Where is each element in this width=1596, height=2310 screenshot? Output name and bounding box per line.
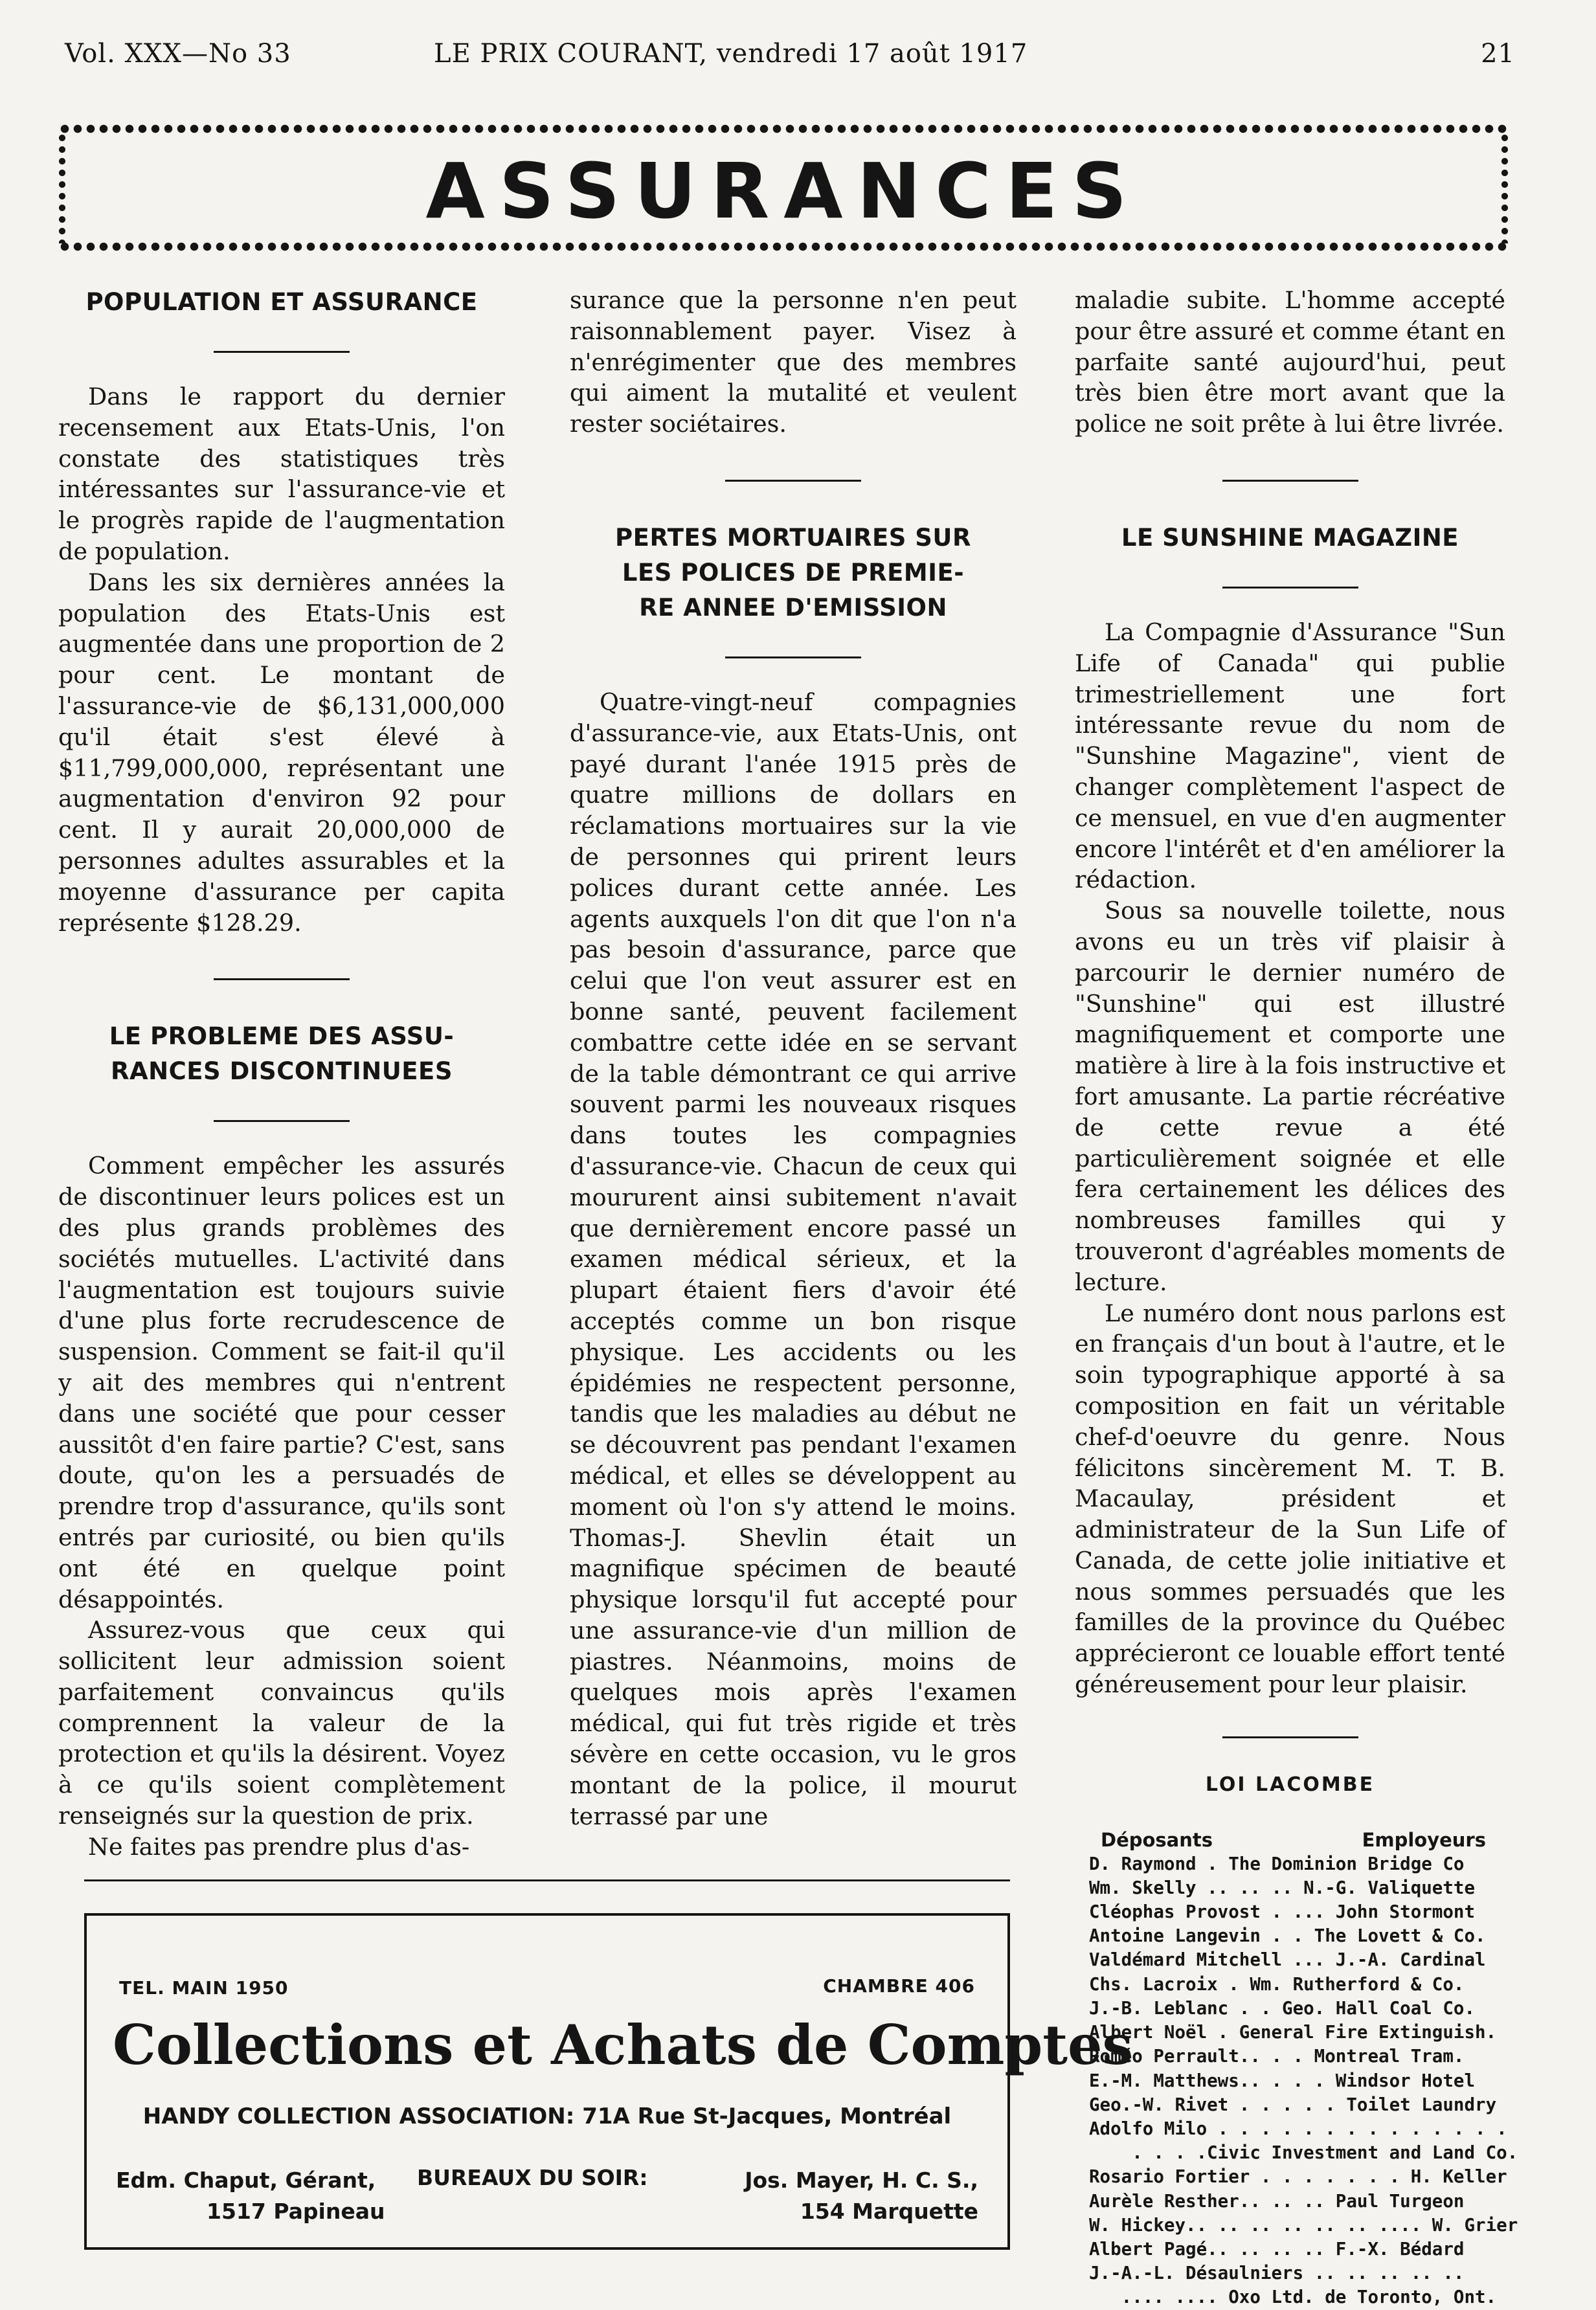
- ornamental-rule-bottom: [58, 241, 1509, 252]
- masthead-date: LE PRIX COURANT, vendredi 17 août 1917: [434, 39, 1028, 69]
- ad-evening-offices: BUREAUX DU SOIR:: [417, 2165, 648, 2190]
- heading-line: RANCES DISCONTINUEES: [111, 1057, 453, 1086]
- ornamental-rule-top: [58, 123, 1509, 135]
- list-item: Geo.-W. Rivet . . . . . Toilet Laundry: [1089, 2094, 1497, 2115]
- ad-manager-name: Edm. Chaput, Gérant,: [116, 2168, 376, 2193]
- paragraph: La Compagnie d'Assurance "Sun Life of Canada" qui publie trimestriellement une fort intéressante revue du nom de "Sunshine Magazine", vient de changer complètement l'aspect de ce mensuel, en vue d'en augmenter encore l'intérêt et d'en améliorer la rédaction.: [1075, 618, 1505, 894]
- ad-agent-address: 154 Marquette: [800, 2199, 978, 2224]
- deposants-header: Déposants: [1101, 1828, 1213, 1851]
- divider: [214, 1120, 350, 1122]
- paragraph: Dans le rapport du dernier recensement aux Etats-Unis, l'on constate des statistiques très intéressantes sur l'assurance-vie et le progrès rapide de l'augmentation de population.: [58, 383, 505, 565]
- page-number: 21: [1481, 39, 1515, 69]
- article-heading-population: POPULATION ET ASSURANCE: [85, 288, 478, 316]
- list-item: Aurèle Resther.. .. .. Paul Turgeon: [1089, 2190, 1465, 2212]
- list-item: E.-M. Matthews.. . . . Windsor Hotel: [1089, 2070, 1476, 2091]
- paragraph: Quatre-vingt-neuf compagnies d'assurance-vie, aux Etats-Unis, ont payé durant l'anée 1915 près de quatre millions de dollars en réclamations mortuaires sur la vie de personnes qui prirent leurs polices durant cette année. Les agents auxquels l'on dit que l'on n'a pas besoin d'assurance, parce que celui que l'on veut assurer est en bonne santé, peuvent facilement combattre cette idée en se servant de la table démontrant ce qui arrive souvent parmi les nouveaux risques dans toutes les compagnies d'assurance-vie. Chacun de ceux qui moururent ainsi subitement n'avait que dernièrement encore passé un examen médical sérieux, et la plupart étaient fiers d'avoir été acceptés comme un bon risque physique. Les accidents ou les épidémies ne respectent personne, tandis que les maladies au début ne se découvrent pas pendant l'examen médical, et elles se développent au moment où l'on s'y attend le moins. Thomas-J. Shevlin était un magnifique spécimen de beauté physique lorsqu'il fut accepté pour une assurance-vie d'un million de piastres. Néanmoins, moins de quelques mois après l'examen médical, qui fut très rigide et très sévère en cette occasion, vu le gros montant de la police, il mourut terrassé par une: [570, 688, 1017, 1830]
- loi-lacombe-column-headers: [1075, 1828, 1505, 1852]
- ad-agent: [745, 2165, 978, 2227]
- list-item: Cléophas Provost . ... John Stormont: [1089, 1901, 1476, 1923]
- list-item: .... .... Oxo Ltd. de Toronto, Ont.: [1089, 2287, 1497, 2308]
- heading-line: LES POLICES DE PREMIE-: [622, 558, 965, 587]
- paragraph: surance que la personne n'en peut raisonnablement payer. Visez à n'enrégimenter que des membres qui aiment la mutalité et veulent rester sociétaires.: [570, 286, 1017, 438]
- list-item: Rosario Fortier . . . . . . . H. Keller: [1089, 2166, 1507, 2188]
- list-item: Adolfo Milo . . . . . . . . . . . . . .: [1089, 2118, 1507, 2139]
- divider: [214, 978, 350, 980]
- section-title: ASSURANCES: [425, 146, 1141, 236]
- divider: [725, 656, 861, 658]
- loi-lacombe-title: LOI LACOMBE: [1205, 1773, 1375, 1796]
- employeurs-header: Employeurs: [1362, 1828, 1486, 1851]
- divider: [214, 351, 350, 353]
- ad-manager-address: 1517 Papineau: [207, 2199, 385, 2224]
- list-item: Albert Noël . General Fire Extinguish.: [1089, 2022, 1497, 2043]
- section-banner: [58, 110, 1509, 265]
- divider: [1222, 1736, 1358, 1738]
- list-item: Chs. Lacroix . Wm. Rutherford & Co.: [1089, 1973, 1465, 1995]
- column-1: [58, 285, 505, 1863]
- paragraph: Assurez-vous que ceux qui sollicitent leur admission soient parfaitement convaincus qu'ils comprennent la valeur de la protection et qu'ils la désirent. Voyez à ce qu'ils soient complètement renseignés sur la question de prix.: [58, 1616, 505, 1830]
- divider: [725, 480, 861, 482]
- list-item: Wm. Skelly .. .. .. N.-G. Valiquette: [1089, 1877, 1476, 1898]
- ad-association: HANDY COLLECTION ASSOCIATION: 71A Rue St-Jacques, Montréal: [142, 2103, 952, 2129]
- article-heading-sunshine: LE SUNSHINE MAGAZINE: [1121, 523, 1459, 552]
- article-heading-probleme: [58, 1019, 505, 1089]
- ad-room: CHAMBRE 406: [823, 1975, 975, 1997]
- divider: [1222, 587, 1358, 589]
- volume-number: Vol. XXX—No 33: [65, 39, 291, 69]
- paragraph: Sous sa nouvelle toilette, nous avons eu un très vif plaisir à parcourir le dernier numéro de "Sunshine" qui est illustré magnifiquement et comporte une matière à lire à la fois instructive et fort amusante. La partie récréative de cette revue a été particulièrement soignée et elle fera certainement les délices des nombreuses familles qui y trouveront d'agréables moments de lecture.: [1075, 897, 1505, 1296]
- paragraph: Le numéro dont nous parlons est en français d'un bout à l'autre, et le soin typographique apporté à sa composition en fait un véritable chef-d'oeuvre du genre. Nous félicitons sincèrement M. T. B. Macaulay, président et administrateur de la Sun Life of Canada, de cette jolie initiative et nous sommes persuadés que les familles de la province du Québec apprécieront ce louable effort tenté généreusement pour leur plaisir.: [1075, 1299, 1505, 1699]
- list-item: Antoine Langevin . . The Lovett & Co.: [1089, 1925, 1486, 1947]
- list-item: . . . .Civic Investment and Land Co.: [1089, 2142, 1518, 2164]
- article-heading-pertes: [570, 521, 1017, 625]
- list-item: Roméo Perrault.. . . Montreal Tram.: [1089, 2046, 1465, 2067]
- list-item: Valdémard Mitchell ... J.-A. Cardinal: [1089, 1949, 1486, 1971]
- divider: [1222, 480, 1358, 482]
- loi-lacombe-list: [1075, 1852, 1518, 2310]
- list-item: J.-B. Leblanc . . Geo. Hall Coal Co.: [1089, 1997, 1476, 2019]
- column-3: [1075, 285, 1518, 2310]
- advertisement-rule: [84, 1879, 1010, 1881]
- heading-line: PERTES MORTUAIRES SUR: [615, 523, 971, 552]
- ad-manager: [116, 2165, 385, 2227]
- ad-agent-name: Jos. Mayer, H. C. S.,: [745, 2168, 978, 2193]
- list-item: D. Raymond . The Dominion Bridge Co: [1089, 1853, 1465, 1874]
- list-item: Albert Pagé.. .. .. .. F.-X. Bédard: [1089, 2238, 1465, 2260]
- paragraph: maladie subite. L'homme accepté pour être assuré et comme étant en parfaite santé aujourd'hui, peut très bien être mort avant que la police ne soit prête à lui être livrée.: [1075, 286, 1505, 438]
- ad-telephone: TEL. MAIN 1950: [119, 1977, 289, 1999]
- paragraph: Dans les six dernières années la population des Etats-Unis est augmentée dans une proportion de 2 pour cent. Le montant de l'assurance-vie de $6,131,000,000 qu'il était s'est élevé à $11,799,000,000, représentant une augmentation d'environ 92 pour cent. Il y aurait 20,000,000 de personnes adultes assurables et la moyenne d'assurance per capita représente $128.29.: [58, 568, 505, 937]
- advertisement-box: [84, 1913, 1133, 2250]
- paragraph: Ne faites pas prendre plus d'as-: [88, 1832, 470, 1861]
- list-item: W. Hickey.. .. .. .. .. .. .... W. Grier: [1089, 2214, 1518, 2236]
- column-2: [570, 285, 1017, 1832]
- heading-line: RE ANNEE D'EMISSION: [639, 593, 947, 622]
- list-item: J.-A.-L. Désaulniers .. .. .. .. ..: [1089, 2263, 1465, 2284]
- ad-headline: Collections et Achats de Comptes: [113, 2013, 1133, 2077]
- paragraph: Comment empêcher les assurés de discontinuer leurs polices est un des plus grands problèmes des sociétés mutuelles. L'activité dans l'augmentation est toujours suivie d'une plus forte recrudescence de suspension. Comment se fait-il qu'il y ait des membres qui n'entrent dans une société que pour cesser aussitôt d'en faire partie? C'est, sans doute, qu'on les a persuadés de prendre trop d'assurance, qu'ils sont entrés par curiosité, ou bien qu'ils ont été en quelque point désappointés.: [58, 1152, 505, 1613]
- heading-line: LE PROBLEME DES ASSU-: [109, 1022, 455, 1051]
